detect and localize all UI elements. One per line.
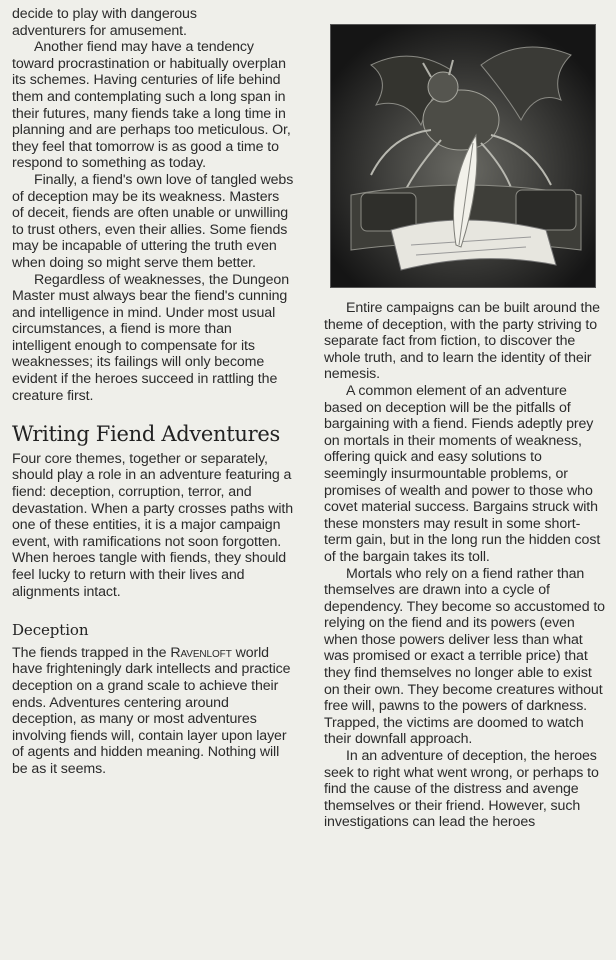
fiend-illustration (330, 24, 596, 288)
right-column (324, 300, 608, 831)
paragraph-entire-campaigns: Entire campaigns can be built around the theme of deception, with the party striving to separate fact from fiction, to discover the whole truth, and to learn the identity of their nemesis. (324, 300, 600, 383)
paragraph-continued: decide to play with dangerous adventurers for amusement. (12, 6, 197, 39)
paragraph-dependency: Mortals who rely on a fiend rather than themselves are drawn into a cycle of dependency. They become so accustomed to relying on the fiend and its powers (even when those powers deliver less than what was promised or exact a terrible price) that they find themselves no longer able to exist on their own. They become creatures without free will, pawns to the powers of darkness. Trapped, the victims are doomed to watch their downfall approach. (324, 565, 605, 748)
paragraph-regardless: Regardless of weaknesses, the Dungeon Master must always bear the fiend's cunning and intelligence in mind. Under most usual circumstances, a fiend is more than intelligent enough to compensate for its weaknesses; its failings will only become evident if the heroes succeed in rattling the creature first. (12, 271, 289, 404)
ravenloft-world-name: Ravenloft (170, 644, 232, 661)
subheading-deception: Deception (12, 621, 89, 640)
left-column (12, 6, 294, 778)
paragraph-core-themes: Four core themes, together or separately, should play a role in an adventure featuring a fiend: deception, corruption, terror, and devastation. When a party crosses paths with one of these entities, it is a major campaign event, with ramifications not soon forgotten. When heroes tangle with fiends, they should feel lucky to return with their lives and alignments intact. (12, 450, 294, 600)
fiend-quill-scroll-icon (331, 25, 595, 287)
section-heading: Writing Fiend Adventures (12, 422, 280, 447)
paragraph-fiends-trapped: The fiends trapped in the Ravenloft world have frighteningly dark intellects and practice deception on a grand scale to achieve their ends. Adventures centering around deception, as many or most adventures involving fiends will, contain layer upon layer of agents and hidden meaning. Nothing will be as it seems. (12, 644, 291, 777)
paragraph-bargaining: A common element of an adventure based on deception will be the pitfalls of bargaining with a fiend. Fiends adeptly prey on mortals in their moments of weakness, offering quick and easy solutions to seemingly insurmountable problems, or promises of wealth and power to those who covet material success. Bargains struck with these monsters may result in some short-term gain, but in the long run the hidden cost of the bargain takes its toll. (324, 382, 601, 565)
paragraph-deception-weakness: Finally, a fiend's own love of tangled webs of deception may be its weakness. Masters of deceit, fiends are often unable or unwilling to trust others, even their allies. Some fiends may be incapable of uttering the truth even when doing so might serve them better. (12, 171, 294, 271)
paragraph-adventure-of-deception: In an adventure of deception, the heroes seek to right what went wrong, or perhaps to find the cause of the distress and avenge themselves or their friend. However, such investigations can lead the heroes (324, 748, 599, 831)
paragraph-procrastination: Another fiend may have a tendency toward procrastination or habitually overplan its schemes. Having centuries of life behind them and contemplating such a long span in their futures, many fiends take a long time in planning and are perhaps too meticulous. Or, they feel that tomorrow is as good a time to respond to something as today. (12, 39, 291, 172)
